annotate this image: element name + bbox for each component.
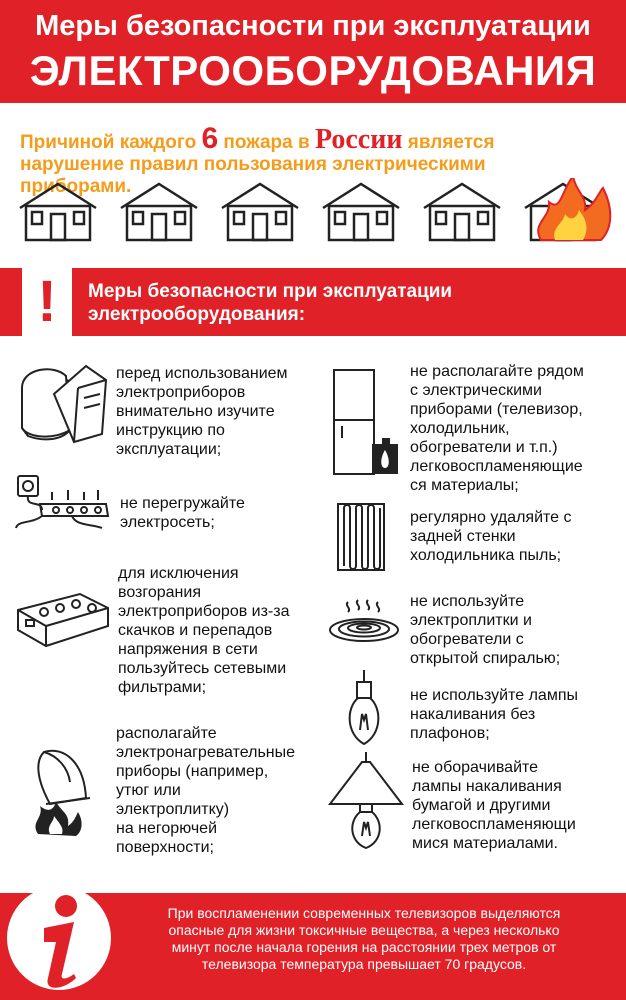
house-icon — [420, 178, 504, 244]
tip-surge-filters: для исключения возгорания электроприборов из-за скачков и перепадов напряжения в сети пользуйтесь сетевыми фильтрами; — [118, 565, 290, 696]
tip-read-manual: перед использованием электроприборов внимательно изучите инструкцию по эксплуатации; — [116, 365, 288, 458]
poster-title-line2: ЭЛЕКТРООБОРУДОВАНИЯ — [29, 47, 597, 94]
houses-row — [16, 178, 616, 248]
tip-dont-wrap-bulbs: не оборачивайте лампы накаливания бумагой и другими легковоспламеняющи мися материалами. — [412, 759, 576, 852]
statistic-line1: Причиной каждого 6 пожара в России является — [20, 122, 495, 155]
lampshade-bulb-icon — [326, 752, 406, 852]
tip-keep-flammables-away: не располагайте рядом с электрическими приборами (телевизор, холодильник, обогреватели и т.п.) легковоспламеняющие ся материалы; — [410, 363, 584, 494]
exclamation-icon: ! — [37, 269, 57, 334]
house-icon — [319, 178, 403, 244]
tv-fire-warning-text: При воспламенении современных телевизоров выделяются опасные для жизни токсичные вещества, а через несколько минут после начала горения на расстоянии трех метров от телевизора температура превышает 70 градусов. — [167, 905, 561, 972]
burning-house-icon — [521, 178, 616, 244]
open-spiral-stove-icon — [326, 598, 402, 644]
statistic-number: 6 — [201, 122, 219, 155]
safety-measures-banner — [0, 268, 626, 336]
banner-heading: Меры безопасности при эксплуатации электрооборудования: — [88, 281, 453, 325]
poster-title-line1: Меры безопасности при эксплуатации — [35, 10, 591, 42]
statistic-line2: нарушение правил пользования электрическими — [20, 154, 486, 175]
tip-clean-fridge-dust: регулярно удаляйте с задней стенки холодильника пыль; — [410, 509, 572, 564]
fridge-canister-icon — [328, 364, 402, 480]
house-icon — [218, 178, 302, 244]
overloaded-socket-icon — [12, 470, 114, 532]
info-icon — [4, 876, 114, 996]
kettle-manual-icon — [14, 358, 110, 446]
tip-no-overload: не перегружайте электросеть; — [120, 495, 245, 531]
tip-nonflammable-surface: располагайте электронагревательные приборы (например, утюг или электроплитку) на негорючей поверхности; — [116, 725, 296, 856]
house-icon — [117, 178, 201, 244]
statistic-line3: приборами. — [20, 176, 132, 197]
tip-no-bulbs-without-shades: не используйте лампы накаливания без плафонов; — [410, 687, 578, 742]
statistic-country: России — [314, 124, 403, 155]
bare-bulb-icon — [342, 670, 386, 750]
iron-on-fire-icon — [24, 742, 104, 838]
surge-protector-icon — [12, 586, 112, 656]
tip-no-open-spiral: не используйте электроплитки и обогреватели с открытой спиралью; — [410, 593, 561, 667]
house-icon — [16, 178, 100, 244]
fridge-coil-icon — [334, 500, 388, 574]
header-band — [0, 0, 626, 103]
